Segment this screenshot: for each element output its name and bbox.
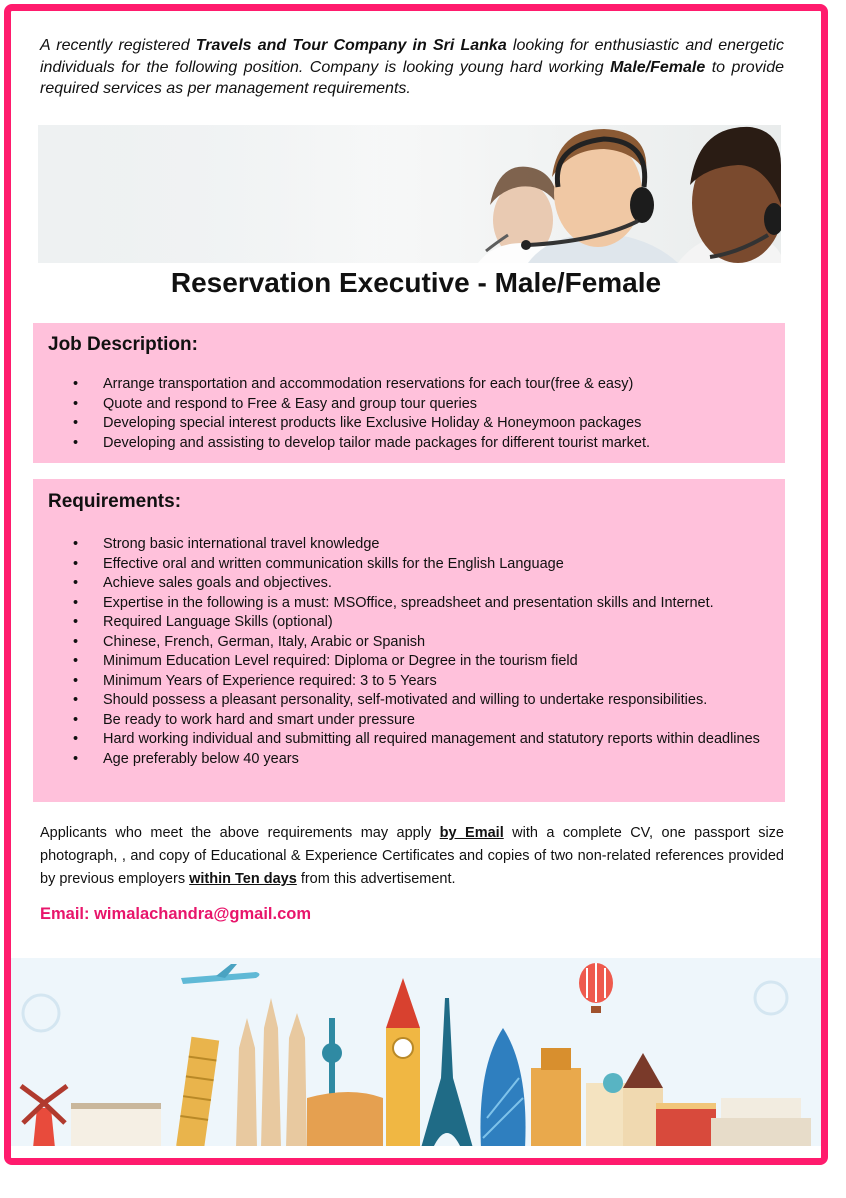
apply-text-1: Applicants who meet the above requirements may apply: [40, 825, 440, 841]
requirements-item: • Achieve sales goals and objectives.: [73, 574, 771, 594]
apply-text-2: with a complete CV, one passport size photograph, , and copy of Educational & Experience Certificates and copies of two non-related references provided by previous employers: [40, 825, 784, 887]
requirements-item: • Age preferably below 40 years: [73, 750, 771, 770]
footer-skyline-image: [11, 958, 821, 1158]
requirements-item: • Be ready to work hard and smart under pressure: [73, 711, 771, 731]
intro-text-2: looking for enthusiastic and energetic individuals for the following position. Company is looking young hard working: [40, 37, 785, 76]
requirements-item: • Required Language Skills (optional): [73, 613, 771, 633]
requirements-item: • Minimum Years of Experience required: 3 to 5 Years: [73, 672, 771, 692]
job-description-heading: Job Description:: [48, 334, 198, 355]
requirements-item: • Hard working individual and submitting all required management and statutory reports within deadlines: [73, 730, 771, 750]
apply-by-email: by Email: [439, 825, 504, 841]
job-description-list: [73, 375, 771, 453]
intro-text-3: to provide required services as per management requirements.: [40, 58, 785, 97]
hero-image: [38, 125, 781, 263]
requirements-box: [33, 479, 785, 802]
job-title: Reservation Executive - Male/Female: [170, 267, 662, 298]
intro-company: Travels and Tour Company in Sri Lanka: [195, 37, 507, 54]
requirements-list: [73, 535, 771, 769]
apply-paragraph: [40, 822, 784, 891]
intro-text-1: A recently registered: [40, 37, 196, 54]
landmarks-illustration: [11, 958, 821, 1158]
intro-paragraph: [40, 35, 784, 100]
job-description-item: • Arrange transportation and accommodation reservations for each tour(free & easy): [73, 375, 771, 395]
call-center-illustration: [38, 125, 781, 263]
intro-gender: Male/Female: [610, 58, 706, 76]
job-description-box: [33, 323, 785, 463]
contact-email[interactable]: Email: wimalachandra@gmail.com: [40, 905, 312, 923]
requirements-item: • Chinese, French, German, Italy, Arabic or Spanish: [73, 633, 771, 653]
requirements-item: • Expertise in the following is a must: MSOffice, spreadsheet and presentation skills and Internet.: [73, 594, 771, 614]
job-description-item: • Developing special interest products like Exclusive Holiday & Honeymoon packages: [73, 414, 771, 434]
job-description-item: • Developing and assisting to develop tailor made packages for different tourist market.: [73, 434, 771, 454]
page-frame: [4, 4, 828, 1165]
requirements-item: • Minimum Education Level required: Diploma or Degree in the tourism field: [73, 652, 771, 672]
requirements-item: • Strong basic international travel knowledge: [73, 535, 771, 555]
apply-text-3: from this advertisement.: [296, 871, 456, 887]
requirements-item: • Effective oral and written communication skills for the English Language: [73, 555, 771, 575]
apply-deadline: within Ten days: [189, 871, 297, 887]
job-description-item: • Quote and respond to Free & Easy and group tour queries: [73, 395, 771, 415]
requirements-item: • Should possess a pleasant personality, self-motivated and willing to undertake responsibilities.: [73, 691, 771, 711]
requirements-heading: Requirements:: [48, 491, 182, 512]
sagrada-familia-icon: [236, 998, 307, 1148]
